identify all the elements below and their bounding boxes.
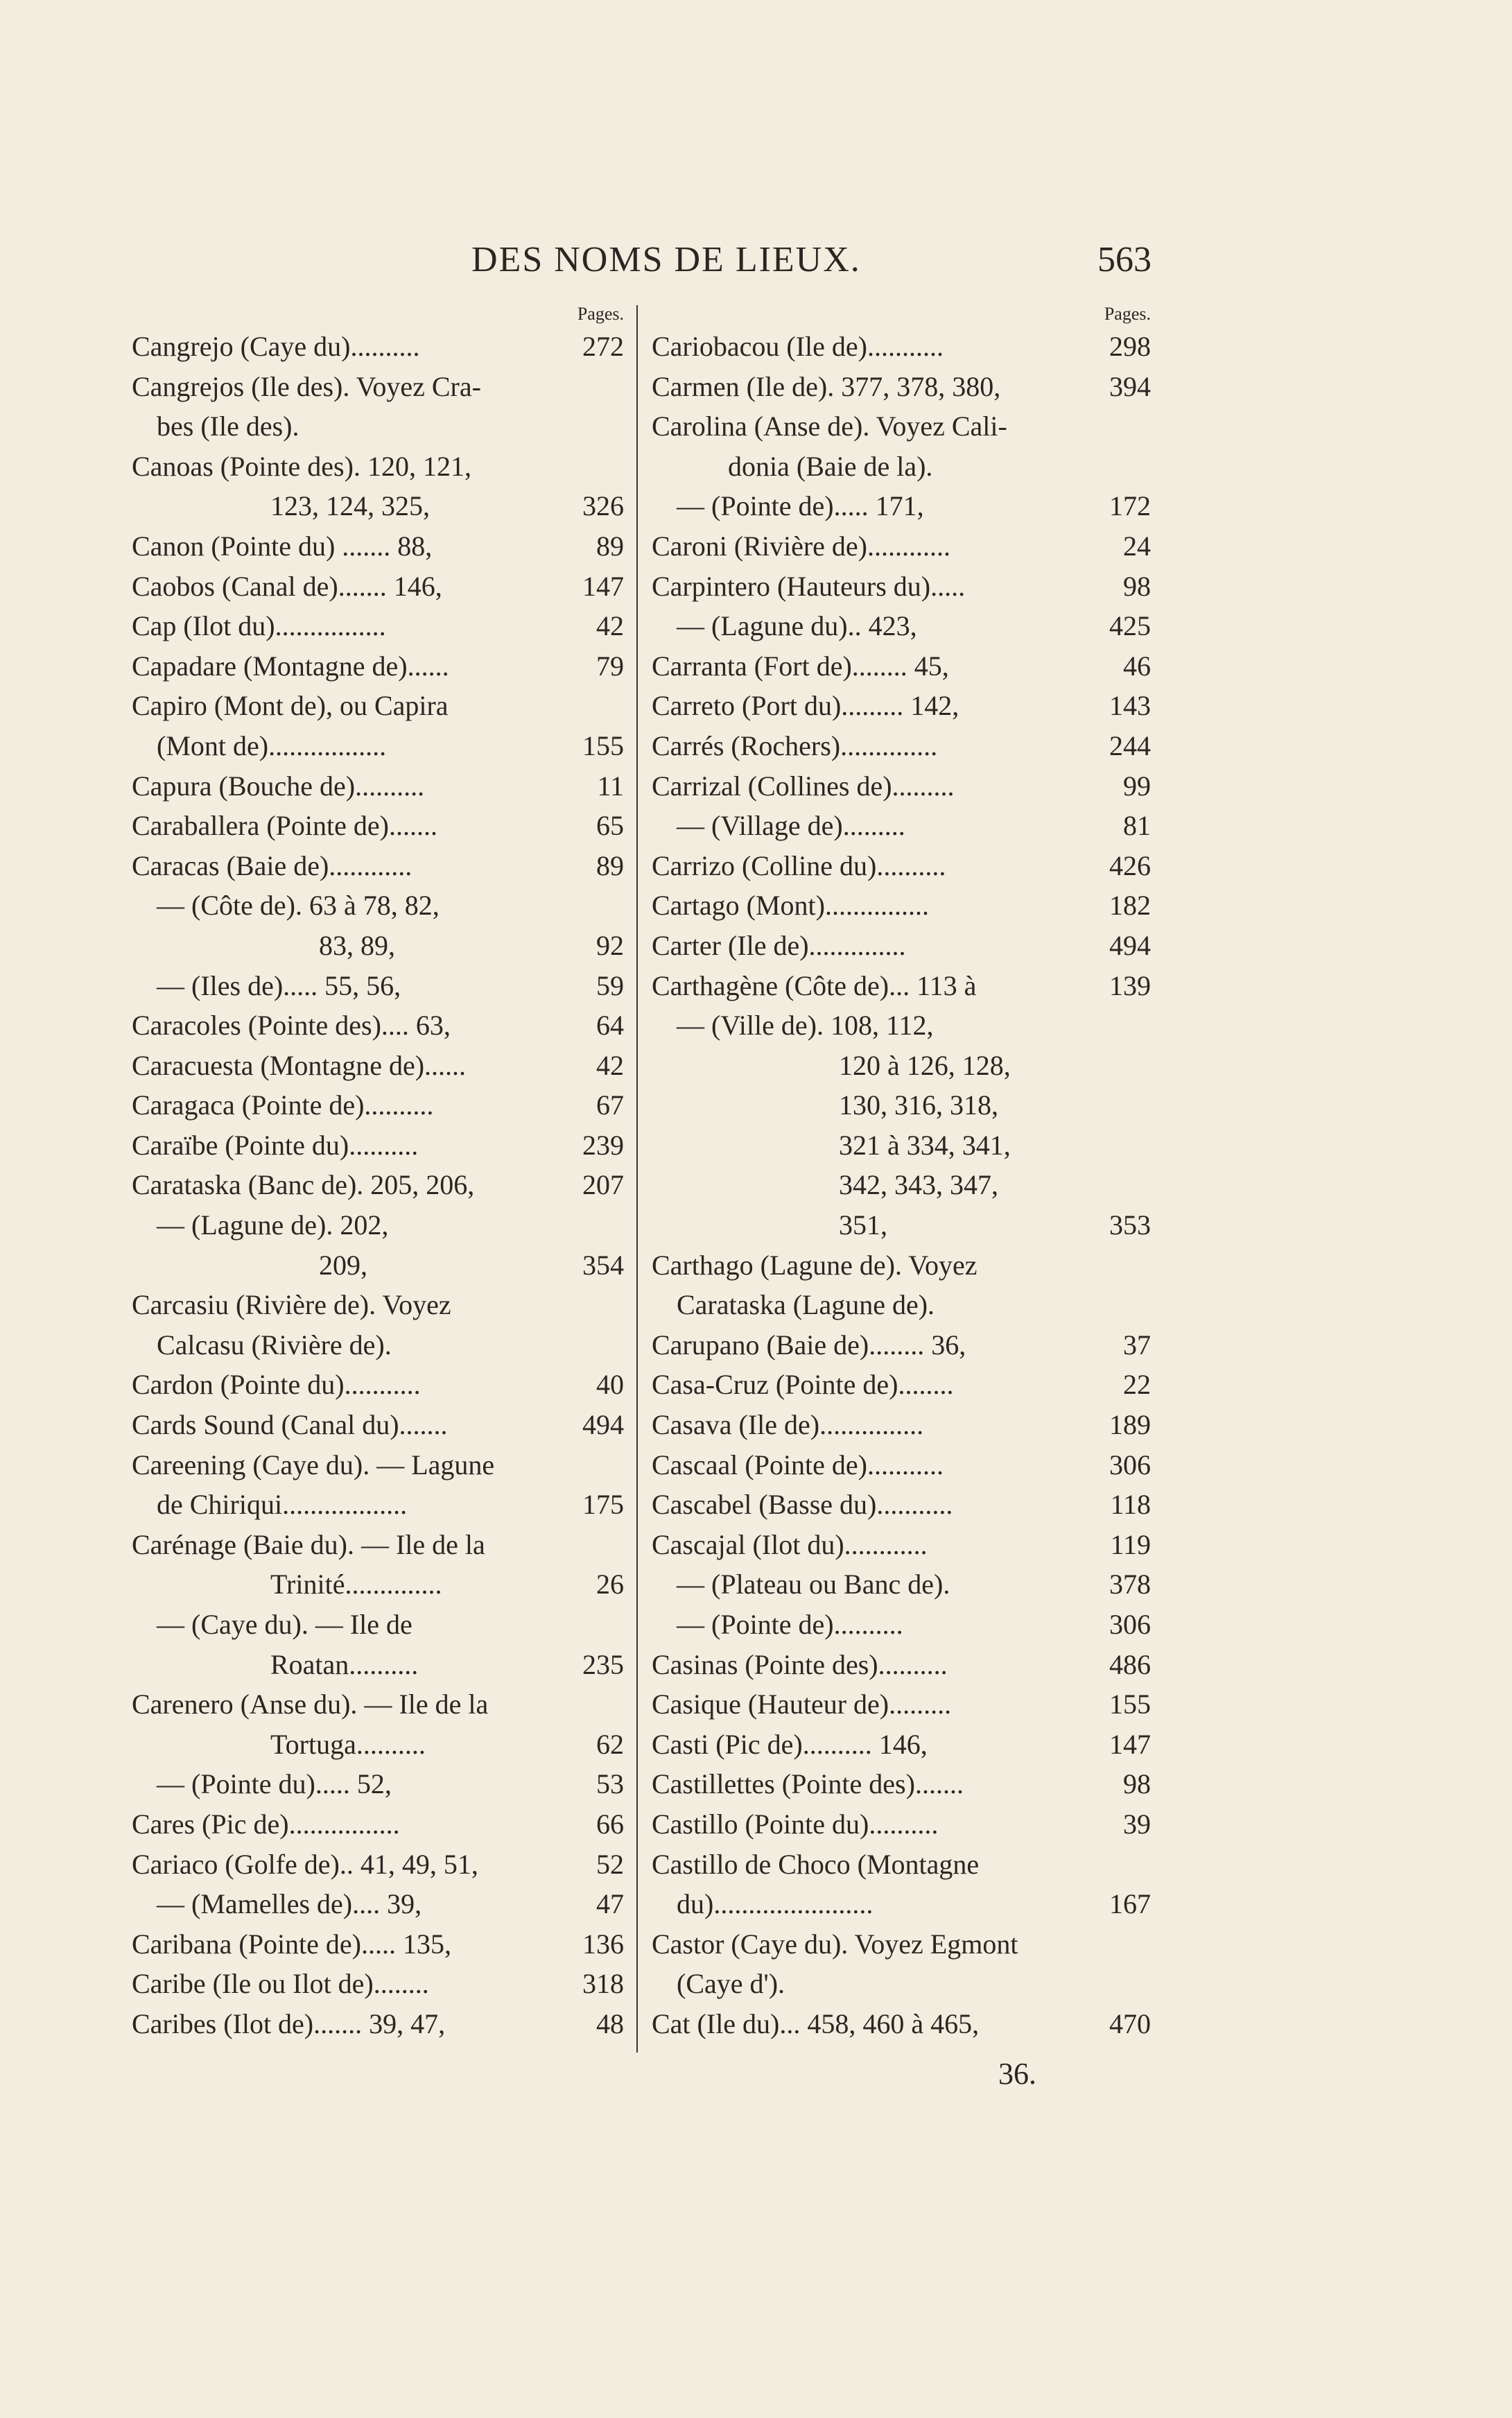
entry-page: 147 [1109, 1728, 1151, 1760]
entry-page: 147 [582, 570, 624, 602]
index-entry [132, 1046, 624, 1086]
entry-text: — (Plateau ou Banc de). [677, 1569, 950, 1600]
entry-text: Cardon (Pointe du)........... [132, 1369, 421, 1401]
entry-text: Carataska (Lagune de). [677, 1289, 935, 1321]
entry-page: 37 [1123, 1329, 1151, 1361]
entry-text: Roatan.......... [270, 1648, 419, 1680]
index-entry [652, 1005, 1151, 1046]
entry-text: Capura (Bouche de).......... [132, 770, 425, 802]
index-entry [132, 1205, 624, 1245]
entry-text: Cangrejo (Caye du).......... [132, 331, 420, 362]
index-entry [132, 1884, 624, 1924]
entry-text: 342, 343, 347, [839, 1169, 998, 1201]
signature-mark: 36. [998, 2057, 1036, 2091]
index-entry [652, 646, 1151, 686]
entry-text: Carataska (Banc de). 205, 206, [132, 1169, 475, 1201]
entry-text: Castillo de Choco (Montagne [652, 1848, 980, 1880]
index-entry [652, 846, 1151, 886]
index-entry [652, 2004, 1151, 2044]
index-entry [652, 1764, 1151, 1804]
index-entry [652, 726, 1151, 766]
entry-page: 11 [597, 770, 624, 802]
entry-text: Cariobacou (Ile de)........... [652, 331, 944, 362]
index-entry [132, 1325, 624, 1365]
index-entry [132, 1365, 624, 1405]
index-entry [132, 1165, 624, 1205]
entry-text: — (Iles de)..... 55, 56, [157, 969, 401, 1001]
index-entry [132, 686, 624, 726]
entry-page: 98 [1123, 1768, 1151, 1800]
entry-page: 306 [1109, 1609, 1151, 1640]
index-entry [652, 766, 1151, 806]
entry-text: du)....................... [677, 1888, 874, 1920]
entry-text: Cangrejos (Ile des). Voyez Cra- [132, 370, 481, 402]
entry-text: Carupano (Baie de)........ 36, [652, 1329, 966, 1361]
index-entry [652, 606, 1151, 646]
entry-page: 239 [582, 1129, 624, 1161]
entry-text: Carrés (Rochers).............. [652, 729, 938, 761]
entry-text: 209, [319, 1249, 367, 1281]
index-entry [132, 327, 624, 367]
index-entry [132, 806, 624, 846]
index-entry [652, 1205, 1151, 1245]
index-entry [652, 1964, 1151, 2004]
entry-text: Caracuesta (Montagne de)...... [132, 1049, 467, 1081]
entry-page: 40 [596, 1369, 624, 1401]
index-entry [652, 1525, 1151, 1565]
entry-text: Carreto (Port du)......... 142, [652, 690, 959, 722]
entry-text: Trinité.............. [270, 1569, 442, 1600]
index-entry [132, 1764, 624, 1804]
index-entry [652, 1804, 1151, 1845]
entry-text: Caobos (Canal de)....... 146, [132, 570, 442, 602]
index-entry [652, 1845, 1151, 1885]
entry-text: — (Village de)......... [677, 810, 905, 842]
index-entry [652, 567, 1151, 607]
index-entry [132, 1645, 624, 1685]
entry-page: 26 [596, 1569, 624, 1600]
entry-text: — (Lagune du).. 423, [677, 610, 917, 642]
index-entry [132, 1684, 624, 1725]
entry-page: 42 [596, 610, 624, 642]
entry-text: de Chiriqui.................. [157, 1489, 408, 1521]
entry-text: 351, [839, 1209, 887, 1241]
entry-page: 318 [582, 1968, 624, 2000]
index-entry [132, 526, 624, 567]
entry-text: Caracoles (Pointe des).... 63, [132, 1010, 451, 1042]
index-entry [652, 686, 1151, 726]
entry-text: Castillo (Pointe du).......... [652, 1808, 939, 1840]
index-entry [652, 966, 1151, 1006]
index-entry [132, 646, 624, 686]
entry-text: Careening (Caye du). — Lagune [132, 1449, 495, 1480]
index-entry [652, 447, 1151, 487]
pages-label: Pages. [577, 304, 624, 324]
entry-page: 353 [1109, 1209, 1151, 1241]
entry-page: 494 [582, 1409, 624, 1441]
entry-page: 98 [1123, 570, 1151, 602]
index-entry [132, 1845, 624, 1885]
index-entry [652, 1684, 1151, 1725]
entry-page: 244 [1109, 729, 1151, 761]
entry-page: 139 [1109, 969, 1151, 1001]
entry-text: Canoas (Pointe des). 120, 121, [132, 450, 471, 482]
entry-text: Cascajal (Ilot du)............ [652, 1528, 928, 1560]
right-column [652, 302, 1151, 2044]
index-entry [132, 2004, 624, 2044]
index-entry [132, 1245, 624, 1286]
entry-text: Casique (Hauteur de)......... [652, 1689, 952, 1720]
entry-text: Cascaal (Pointe de)........... [652, 1449, 944, 1480]
entry-page: 39 [1123, 1808, 1151, 1840]
entry-text: Caribes (Ilot de)....... 39, 47, [132, 2007, 446, 2039]
entry-text: Carmen (Ile de). 377, 378, 380, [652, 370, 1001, 402]
index-entry [132, 1485, 624, 1525]
entry-text: — (Pointe de)..... 171, [677, 490, 924, 522]
index-entry [132, 1445, 624, 1485]
entry-page: 67 [596, 1089, 624, 1121]
entry-text: 123, 124, 325, [270, 490, 430, 522]
entry-text: Caragaca (Pointe de).......... [132, 1089, 434, 1121]
entry-text: Carthago (Lagune de). Voyez [652, 1249, 977, 1281]
entry-page: 99 [1123, 770, 1151, 802]
index-entry [132, 1525, 624, 1565]
entry-text: Carrizal (Collines de)......... [652, 770, 955, 802]
index-entry [132, 367, 624, 407]
entry-page: 48 [596, 2007, 624, 2039]
entry-page: 470 [1109, 2007, 1151, 2039]
entry-page: 172 [1109, 490, 1151, 522]
entry-text: Casti (Pic de).......... 146, [652, 1728, 928, 1760]
entry-text: Cartago (Mont)............... [652, 890, 929, 922]
entry-text: Caribana (Pointe de)..... 135, [132, 1928, 451, 1960]
index-entry [132, 1405, 624, 1445]
index-entry [652, 1165, 1151, 1205]
index-entry [652, 1924, 1151, 1964]
index-entry [132, 1085, 624, 1125]
index-entry [132, 766, 624, 806]
entry-page: 326 [582, 490, 624, 522]
entry-text: Capadare (Montagne de)...... [132, 650, 449, 682]
entry-text: Caraïbe (Pointe du).......... [132, 1129, 419, 1161]
entry-text: — (Caye du). — Ile de [157, 1609, 412, 1640]
index-entry [652, 406, 1151, 447]
entry-page: 64 [596, 1010, 624, 1042]
entry-page: 52 [596, 1848, 624, 1880]
entry-page: 207 [582, 1169, 624, 1201]
index-entry [652, 886, 1151, 926]
index-entry [652, 1564, 1151, 1605]
index-entry [652, 327, 1151, 367]
entry-text: 130, 316, 318, [839, 1089, 998, 1121]
index-entry [652, 926, 1151, 966]
index-entry [652, 1485, 1151, 1525]
entry-page: 175 [582, 1489, 624, 1521]
entry-text: Caraballera (Pointe de)....... [132, 810, 437, 842]
entry-text: — (Lagune de). 202, [157, 1209, 389, 1241]
entry-page: 189 [1109, 1409, 1151, 1441]
index-entry [132, 1125, 624, 1166]
entry-text: Caroni (Rivière de)............ [652, 530, 950, 562]
entry-text: Casa-Cruz (Pointe de)........ [652, 1369, 954, 1401]
entry-page: 53 [596, 1768, 624, 1800]
entry-page: 306 [1109, 1449, 1151, 1480]
index-entry [132, 447, 624, 487]
entry-page: 42 [596, 1049, 624, 1081]
entry-text: Tortuga.......... [270, 1728, 426, 1760]
index-entry [652, 1285, 1151, 1325]
index-entry [652, 486, 1151, 526]
entry-page: 47 [596, 1888, 624, 1920]
entry-text: Carrizo (Colline du).......... [652, 849, 946, 881]
index-entry [652, 1645, 1151, 1685]
index-entry [652, 1405, 1151, 1445]
entry-page: 494 [1109, 929, 1151, 961]
entry-text: — (Mamelles de).... 39, [157, 1888, 422, 1920]
entry-text: Carthagène (Côte de)... 113 à [652, 969, 977, 1001]
entry-page: 394 [1109, 370, 1151, 402]
entry-text: 120 à 126, 128, [839, 1049, 1011, 1081]
index-entry [652, 1365, 1151, 1405]
entry-text: Cap (Ilot du)................ [132, 610, 386, 642]
entry-text: (Mont de)................. [157, 729, 387, 761]
pages-label: Pages. [1104, 304, 1151, 324]
entry-page: 272 [582, 331, 624, 362]
index-entry [132, 726, 624, 766]
index-entry [132, 1285, 624, 1325]
entry-text: — (Pointe de).......... [677, 1609, 903, 1640]
index-entry [652, 1445, 1151, 1485]
running-header [444, 239, 1152, 288]
entry-text: Carter (Ile de).............. [652, 929, 906, 961]
entry-page: 425 [1109, 610, 1151, 642]
entry-text: Cat (Ile du)... 458, 460 à 465, [652, 2007, 980, 2039]
entry-page: 155 [1109, 1689, 1151, 1720]
index-entry [652, 1725, 1151, 1765]
entry-page: 65 [596, 810, 624, 842]
index-entry [132, 1964, 624, 2004]
entry-text: Caracas (Baie de)............ [132, 849, 412, 881]
index-entry [132, 486, 624, 526]
index-entry [652, 1085, 1151, 1125]
entry-page: 81 [1123, 810, 1151, 842]
entry-page: 46 [1123, 650, 1151, 682]
entry-page: 24 [1123, 530, 1151, 562]
entry-text: Carénage (Baie du). — Ile de la [132, 1528, 485, 1560]
entry-text: Caribe (Ile ou Ilot de)........ [132, 1968, 429, 2000]
page-number: 563 [1097, 240, 1152, 279]
entry-page: 486 [1109, 1648, 1151, 1680]
index-entry [132, 1605, 624, 1645]
entry-page: 79 [596, 650, 624, 682]
index-entry [132, 606, 624, 646]
entry-text: Calcasu (Rivière de). [157, 1329, 392, 1361]
entry-page: 22 [1123, 1369, 1151, 1401]
index-entry [132, 926, 624, 966]
entry-text: — (Pointe du)..... 52, [157, 1768, 392, 1800]
entry-page: 182 [1109, 890, 1151, 922]
entry-text: Castor (Caye du). Voyez Egmont [652, 1928, 1018, 1960]
entry-page: 143 [1109, 690, 1151, 722]
entry-page: 136 [582, 1928, 624, 1960]
index-entry [652, 367, 1151, 407]
entry-page: 62 [596, 1728, 624, 1760]
entry-page: 119 [1110, 1528, 1151, 1560]
index-entry [132, 1564, 624, 1605]
index-entry [652, 1605, 1151, 1645]
entry-page: 118 [1110, 1489, 1151, 1521]
entry-text: Carolina (Anse de). Voyez Cali- [652, 411, 1007, 442]
entry-page: 89 [596, 530, 624, 562]
header-title: DES NOMS DE LIEUX. [471, 240, 861, 279]
index-entry [132, 1725, 624, 1765]
index-entry [652, 1884, 1151, 1924]
entry-text: donia (Baie de la). [728, 450, 933, 482]
entry-text: Carranta (Fort de)........ 45, [652, 650, 949, 682]
entry-text: Capiro (Mont de), ou Capira [132, 690, 449, 722]
left-column [132, 302, 624, 2044]
index-entry [132, 886, 624, 926]
entry-text: Casinas (Pointe des).......... [652, 1648, 948, 1680]
entry-text: Carcasiu (Rivière de). Voyez [132, 1289, 451, 1321]
entry-page: 378 [1109, 1569, 1151, 1600]
entry-text: bes (Ile des). [157, 411, 299, 442]
entry-text: Cares (Pic de)................ [132, 1808, 400, 1840]
index-entry [132, 1804, 624, 1845]
entry-page: 235 [582, 1648, 624, 1680]
index-entry [652, 1325, 1151, 1365]
entry-text: — (Côte de). 63 à 78, 82, [157, 890, 440, 922]
index-entry [132, 1005, 624, 1046]
entry-page: 426 [1109, 849, 1151, 881]
entry-page: 66 [596, 1808, 624, 1840]
entry-text: Cascabel (Basse du)........... [652, 1489, 953, 1521]
index-entry [652, 526, 1151, 567]
entry-text: Canon (Pointe du) ....... 88, [132, 530, 433, 562]
entry-text: Casava (Ile de)............... [652, 1409, 924, 1441]
index-entry [652, 1125, 1151, 1166]
entry-page: 167 [1109, 1888, 1151, 1920]
index-entry [132, 966, 624, 1006]
entry-text: Castillettes (Pointe des)....... [652, 1768, 964, 1800]
index-entry [652, 1245, 1151, 1286]
column-divider [636, 305, 638, 2053]
entry-text: 83, 89, [319, 929, 395, 961]
index-entry [132, 846, 624, 886]
entry-text: — (Ville de). 108, 112, [677, 1010, 934, 1042]
entry-text: (Caye d'). [677, 1968, 785, 2000]
entry-page: 89 [596, 849, 624, 881]
index-entry [132, 406, 624, 447]
entry-page: 155 [582, 729, 624, 761]
entry-page: 92 [596, 929, 624, 961]
index-entry [132, 567, 624, 607]
index-entry [652, 806, 1151, 846]
entry-text: Cariaco (Golfe de).. 41, 49, 51, [132, 1848, 478, 1880]
entry-text: Carenero (Anse du). — Ile de la [132, 1689, 489, 1720]
index-entry [652, 1046, 1151, 1086]
entry-text: 321 à 334, 341, [839, 1129, 1011, 1161]
index-entry [132, 1924, 624, 1964]
entry-page: 59 [596, 969, 624, 1001]
entry-text: Cards Sound (Canal du)....... [132, 1409, 448, 1441]
entry-page: 354 [582, 1249, 624, 1281]
entry-page: 298 [1109, 331, 1151, 362]
entry-text: Carpintero (Hauteurs du)..... [652, 570, 966, 602]
